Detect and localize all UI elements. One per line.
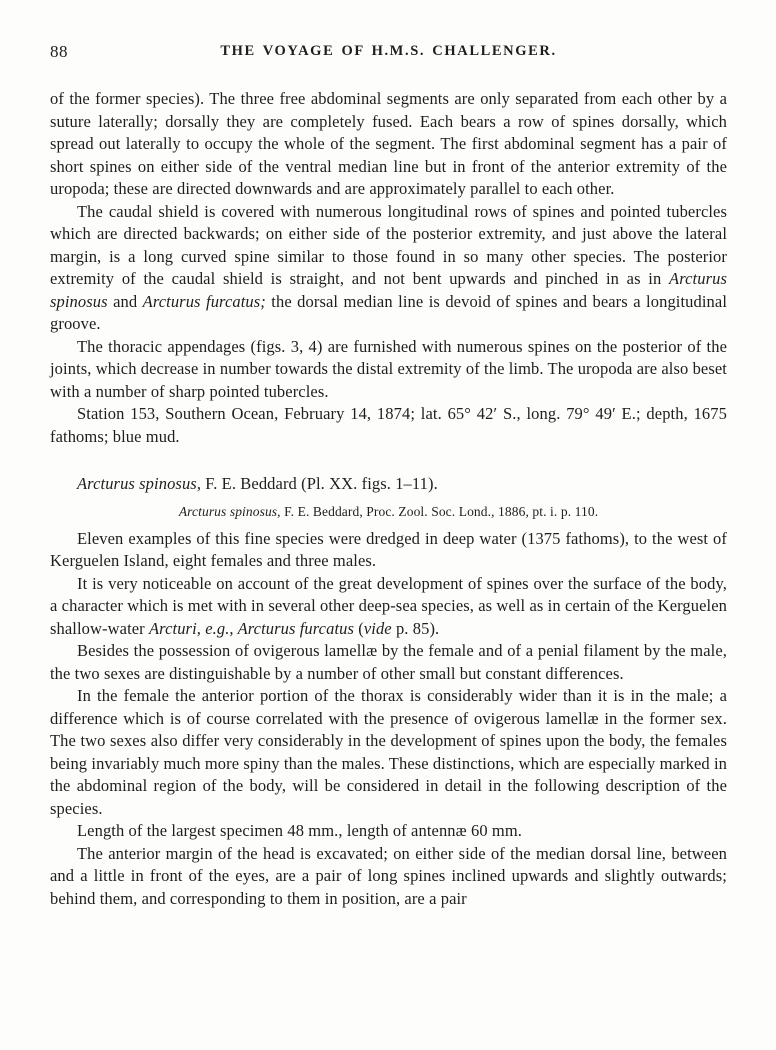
text-segment: In the female the anterior portion of the thorax is considerably wider than it is in the male; a difference which is of course correlated with the presence of ovigerous lamellæ in the former sex. The two sexes also differ very considerably in the development of spines upon the body, the females being invariably much more spiny than the males. These distinctions, which are especially marked in the abdominal region of the body, will be considered in detail in the following description of the species. [50,686,727,818]
text-segment: , F. E. Beddard, Proc. Zool. Soc. Lond., 1886, pt. i. p. 110. [277,503,599,519]
italic-text-segment: Arcturus spinosus [50,269,727,311]
text-segment: the dorsal median line is devoid of spines and bears a longitudinal groove. [50,291,728,333]
text-segment: Length of the largest specimen 48 mm., length of antennæ 60 mm. [77,821,522,840]
text-segment: Station 153, Southern Ocean, February 14, 1874; lat. 65° 42′ S., long. 79° 49′ E.; depth, 1675 fathoms; blue mud. [50,404,727,446]
text-segment: ( [354,618,364,638]
paragraph-station [50,403,727,448]
species-heading [50,473,727,496]
paragraph-continuation [50,88,727,201]
text-segment: It is very noticeable on account of the great development of spines over the surface of the body, a character which is met with in several other deep-sea species, as well as in certain of the Kerguelen shallow-water [50,573,727,638]
italic-text-segment: Arcturus spinosus [77,474,197,493]
paragraph-female-thorax [50,685,727,820]
paragraph-thoracic-appendages [50,336,727,404]
paragraph-length [50,820,727,843]
text-segment: of the former species). The three free abdominal segments are only separated from each other by a suture laterally; dorsally they are completely fused. Each bears a row of spines dorsally, which spread out laterally to occupy the whole of the segment. The first abdominal segment has a pair of short spines on either side of the ventral median line but in front of the anterior extremity of the uropoda; these are directed downwards and are approximately parallel to each other. [50,89,727,198]
text-segment: p. 85). [391,618,440,638]
paragraph-anterior-margin [50,843,727,911]
species-citation [50,503,727,521]
paragraph-sexes-differences [50,640,727,685]
page-number: 88 [50,42,68,61]
text-segment: The thoracic appendages (figs. 3, 4) are furnished with numerous spines on the posterior of the joints, which decrease in number towards the distal extremity of the limb. The uropoda are also beset with a number of sharp pointed tubercles. [50,336,727,401]
page-header [50,42,727,64]
text-blocks [50,88,727,910]
italic-text-segment: Arcturus furcatus; [142,291,266,311]
text-segment: Besides the possession of ovigerous lamellæ by the female and of a penial filament by the male, the two sexes are distinguishable by a number of other small but constant differences. [50,641,727,683]
paragraph-caudal-shield [50,201,727,336]
text-segment: The caudal shield is covered with numerous longitudinal rows of spines and pointed tubercles which are directed backwards; on either side of the posterior extremity, and just above the lateral margin, is a long curved spine similar to those found in so many other species. The posterior extremity of the caudal shield is straight, and not bent upwards and pinched in as in [50,201,727,288]
paragraph-spines-development [50,573,727,641]
text-segment: Eleven examples of this fine species were dredged in deep water (1375 fathoms), to the west of Kerguelen Island, eight females and three males. [50,528,727,570]
text-segment: The anterior margin of the head is excavated; on either side of the median dorsal line, between and a little in front of the eyes, are a pair of long spines inclined upwards and slightly outwards; behind them, and corresponding to them in position, are a pair [50,843,727,908]
text-segment: , F. E. Beddard (Pl. XX. figs. 1–11). [196,474,438,493]
running-title: THE VOYAGE OF H.M.S. CHALLENGER. [220,43,557,59]
italic-text-segment: Arcturus spinosus [178,503,278,519]
italic-text-segment: Arcturi, e.g., Arcturus furcatus [149,618,355,638]
text-segment: and [107,291,143,311]
italic-text-segment: vide [363,618,392,638]
paragraph-eleven-examples [50,528,727,573]
